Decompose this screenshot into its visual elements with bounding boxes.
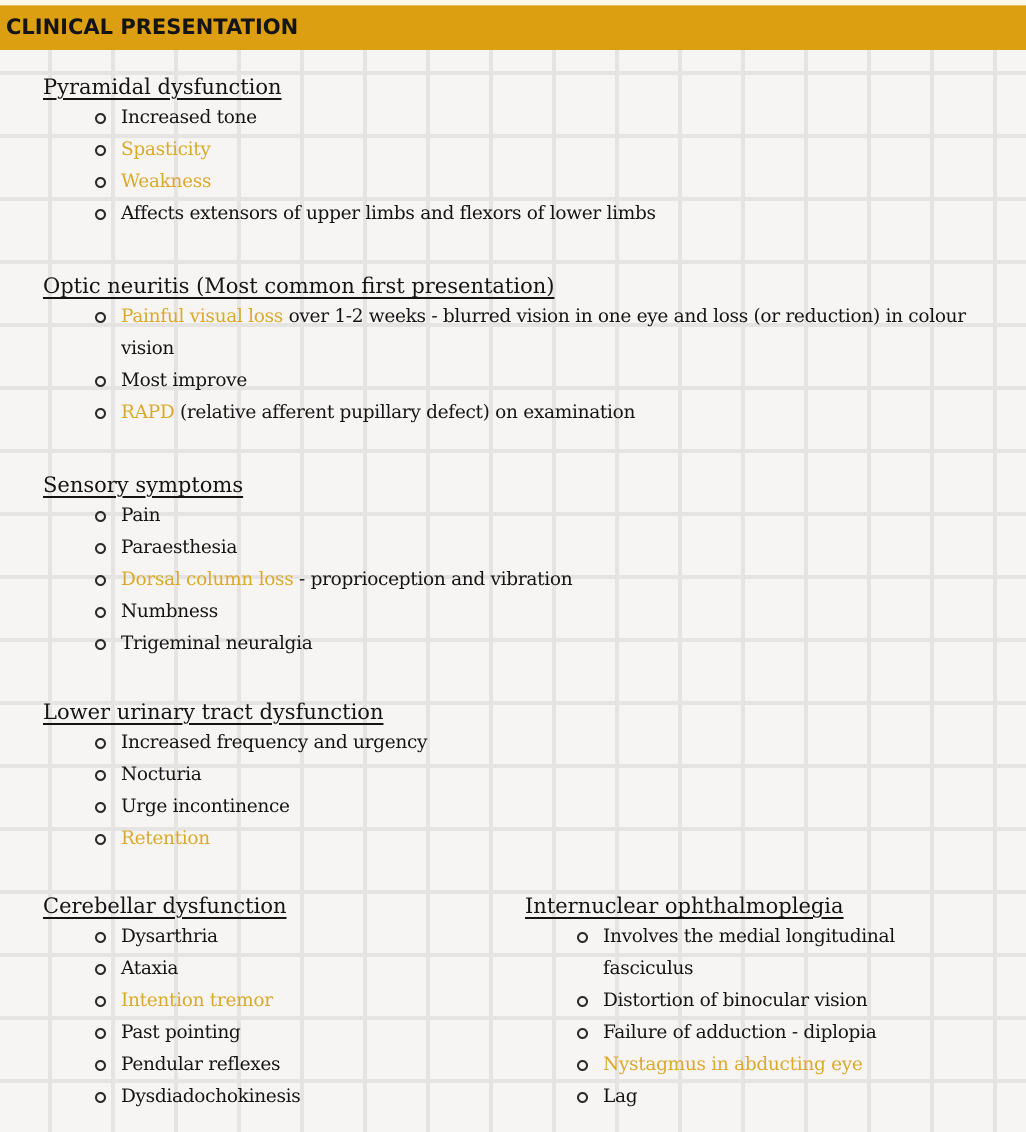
item-text: (relative afferent pupillary defect) on examination [174,402,636,423]
list-item [43,1049,300,1081]
item-text: Increased frequency and urgency [121,732,428,753]
item-text: Urge incontinence [121,796,290,817]
item-text: Affects extensors of upper limbs and flexors of lower limbs [121,203,656,224]
section-heading: Optic neuritis (Most common first presentation) [43,274,555,298]
item-highlight: RAPD [121,402,175,423]
bullet-circle-icon [577,932,588,943]
title-banner [0,5,1026,50]
item-text: Pain [121,505,161,526]
bullet-circle-icon [95,511,106,522]
section-heading: Cerebellar dysfunction [43,894,287,918]
bullet-list [43,500,572,660]
item-text: Ataxia [121,958,179,979]
page-title: CLINICAL PRESENTATION [6,15,299,39]
item-text: Dysarthria [121,926,218,947]
list-item [43,198,656,230]
bullet-circle-icon [95,312,106,323]
bullet-circle-icon [577,996,588,1007]
section-heading: Lower urinary tract dysfunction [43,700,384,724]
bullet-circle-icon [577,1028,588,1039]
list-item [525,1049,1015,1081]
list-item [525,921,943,985]
bullet-circle-icon [95,607,106,618]
bullet-circle-icon [95,1028,106,1039]
list-item [43,166,656,198]
item-highlight: Spasticity [121,139,211,160]
item-text: Lag [603,1086,638,1107]
bullet-circle-icon [95,177,106,188]
bullet-list [525,921,1015,1113]
bullet-circle-icon [95,1092,106,1103]
bullet-circle-icon [95,639,106,650]
section-internuclear-ophthalmoplegia [525,891,1015,1113]
item-highlight: Dorsal column loss [121,569,294,590]
list-item [43,921,300,953]
list-item [43,759,427,791]
item-text: Most improve [121,370,247,391]
bullet-circle-icon [95,113,106,124]
section-heading: Internuclear ophthalmoplegia [525,894,844,918]
section-optic-neuritis [43,271,1013,429]
item-text: Involves the medial longitudinal fasciculus [603,926,895,979]
list-item [43,1017,300,1049]
bullet-circle-icon [95,575,106,586]
list-item [43,628,572,660]
item-highlight: Retention [121,828,210,849]
bullet-circle-icon [95,408,106,419]
bullet-circle-icon [95,996,106,1007]
list-item [43,500,572,532]
list-item [43,985,300,1017]
list-item [43,102,656,134]
item-text: Dysdiadochokinesis [121,1086,301,1107]
item-text: Increased tone [121,107,257,128]
list-item [525,1081,1015,1113]
bullet-circle-icon [577,1060,588,1071]
list-item [525,985,1015,1017]
section-cerebellar [43,891,300,1113]
item-text: Pendular reflexes [121,1054,281,1075]
bullet-circle-icon [95,932,106,943]
bullet-circle-icon [95,543,106,554]
bullet-circle-icon [95,209,106,220]
list-item [43,953,300,985]
item-highlight: Weakness [121,171,212,192]
bullet-list [43,102,656,230]
item-text: Failure of adduction - diplopia [603,1022,877,1043]
item-text: Paraesthesia [121,537,238,558]
item-text: Nocturia [121,764,202,785]
bullet-circle-icon [95,802,106,813]
list-item [43,564,572,596]
list-item [43,397,1013,429]
list-item [43,727,427,759]
list-item [43,596,572,628]
bullet-circle-icon [95,376,106,387]
item-text: Trigeminal neuralgia [121,633,313,654]
list-item [43,1081,300,1113]
bullet-circle-icon [95,834,106,845]
item-text: Past pointing [121,1022,241,1043]
bullet-list [43,727,427,855]
bullet-circle-icon [95,964,106,975]
item-text: Distortion of binocular vision [603,990,868,1011]
list-item [43,365,1013,397]
item-highlight: Nystagmus in abducting eye [603,1054,863,1075]
bullet-list [43,301,1013,429]
section-pyramidal [43,72,656,230]
list-item [43,134,656,166]
list-item [43,532,572,564]
section-heading: Pyramidal dysfunction [43,75,282,99]
item-highlight: Painful visual loss [121,306,283,327]
item-text: - proprioception and vibration [293,569,573,590]
bullet-circle-icon [577,1092,588,1103]
section-lower-urinary-tract [43,697,427,855]
bullet-circle-icon [95,770,106,781]
list-item [525,1017,1015,1049]
bullet-circle-icon [95,145,106,156]
item-text: over 1-2 weeks - blurred vision in one eye and loss (or reduction) in colour vision [121,306,966,359]
list-item [43,301,1001,365]
section-heading: Sensory symptoms [43,473,244,497]
list-item [43,791,427,823]
bullet-list [43,921,300,1113]
item-highlight: Intention tremor [121,990,273,1011]
item-text: Numbness [121,601,218,622]
bullet-circle-icon [95,738,106,749]
list-item [43,823,427,855]
section-sensory [43,470,572,660]
bullet-circle-icon [95,1060,106,1071]
